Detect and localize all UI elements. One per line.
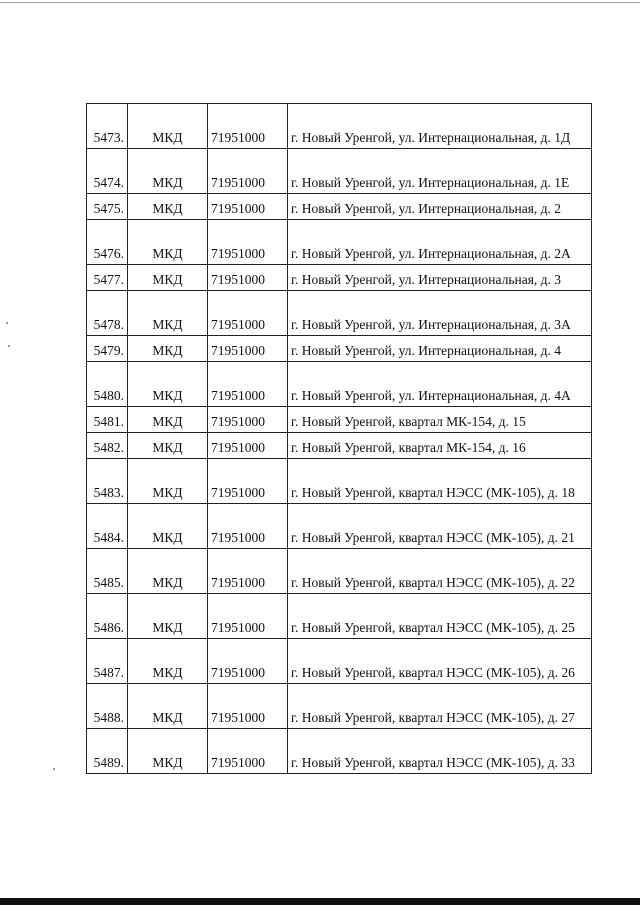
address: г. Новый Уренгой, квартал НЭСС (МК-105), д. 25 <box>288 594 592 639</box>
row-number: 5481. <box>87 407 128 433</box>
address: г. Новый Уренгой, квартал НЭСС (МК-105), д. 27 <box>288 684 592 729</box>
address: г. Новый Уренгой, квартал НЭСС (МК-105), д. 22 <box>288 549 592 594</box>
table-row <box>87 504 592 549</box>
oktmo-code: 71951000 <box>208 549 288 594</box>
scan-bottom-bar <box>0 898 640 905</box>
row-number: 5478. <box>87 291 128 336</box>
table-row <box>87 684 592 729</box>
table-row <box>87 291 592 336</box>
table-row <box>87 639 592 684</box>
oktmo-code: 71951000 <box>208 407 288 433</box>
table-row <box>87 362 592 407</box>
row-number: 5488. <box>87 684 128 729</box>
table-row <box>87 149 592 194</box>
address: г. Новый Уренгой, квартал МК-154, д. 15 <box>288 407 592 433</box>
object-type: МКД <box>128 459 208 504</box>
table-row <box>87 433 592 459</box>
oktmo-code: 71951000 <box>208 104 288 149</box>
object-type: МКД <box>128 504 208 549</box>
object-type: МКД <box>128 729 208 774</box>
object-type: МКД <box>128 104 208 149</box>
object-type: МКД <box>128 291 208 336</box>
scan-speck <box>8 345 10 347</box>
row-number: 5475. <box>87 194 128 220</box>
table-row <box>87 407 592 433</box>
address: г. Новый Уренгой, ул. Интернациональная, д. 3 <box>288 265 592 291</box>
oktmo-code: 71951000 <box>208 194 288 220</box>
row-number: 5482. <box>87 433 128 459</box>
row-number: 5474. <box>87 149 128 194</box>
row-number: 5480. <box>87 362 128 407</box>
row-number: 5476. <box>87 220 128 265</box>
table-row <box>87 265 592 291</box>
table-row <box>87 729 592 774</box>
object-type: МКД <box>128 336 208 362</box>
table-row <box>87 459 592 504</box>
object-type: МКД <box>128 194 208 220</box>
row-number: 5473. <box>87 104 128 149</box>
row-number: 5485. <box>87 549 128 594</box>
oktmo-code: 71951000 <box>208 336 288 362</box>
table-row <box>87 594 592 639</box>
oktmo-code: 71951000 <box>208 149 288 194</box>
oktmo-code: 71951000 <box>208 433 288 459</box>
object-type: МКД <box>128 594 208 639</box>
address: г. Новый Уренгой, ул. Интернациональная, д. 1Д <box>288 104 592 149</box>
address-registry-table <box>86 103 592 774</box>
object-type: МКД <box>128 549 208 594</box>
address: г. Новый Уренгой, квартал НЭСС (МК-105), д. 21 <box>288 504 592 549</box>
oktmo-code: 71951000 <box>208 684 288 729</box>
oktmo-code: 71951000 <box>208 220 288 265</box>
oktmo-code: 71951000 <box>208 594 288 639</box>
address: г. Новый Уренгой, ул. Интернациональная, д. 3А <box>288 291 592 336</box>
oktmo-code: 71951000 <box>208 459 288 504</box>
object-type: МКД <box>128 407 208 433</box>
row-number: 5489. <box>87 729 128 774</box>
scan-speck <box>6 322 8 324</box>
row-number: 5487. <box>87 639 128 684</box>
table-row <box>87 220 592 265</box>
object-type: МКД <box>128 639 208 684</box>
address: г. Новый Уренгой, ул. Интернациональная, д. 2А <box>288 220 592 265</box>
address: г. Новый Уренгой, ул. Интернациональная, д. 4А <box>288 362 592 407</box>
object-type: МКД <box>128 433 208 459</box>
oktmo-code: 71951000 <box>208 729 288 774</box>
table-row <box>87 194 592 220</box>
address: г. Новый Уренгой, ул. Интернациональная, д. 1Е <box>288 149 592 194</box>
oktmo-code: 71951000 <box>208 504 288 549</box>
address: г. Новый Уренгой, квартал НЭСС (МК-105), д. 26 <box>288 639 592 684</box>
scan-top-rule <box>0 2 640 3</box>
address: г. Новый Уренгой, квартал НЭСС (МК-105), д. 18 <box>288 459 592 504</box>
scan-speck <box>53 768 55 770</box>
row-number: 5483. <box>87 459 128 504</box>
address: г. Новый Уренгой, квартал НЭСС (МК-105), д. 33 <box>288 729 592 774</box>
row-number: 5477. <box>87 265 128 291</box>
row-number: 5484. <box>87 504 128 549</box>
address: г. Новый Уренгой, квартал МК-154, д. 16 <box>288 433 592 459</box>
oktmo-code: 71951000 <box>208 639 288 684</box>
row-number: 5479. <box>87 336 128 362</box>
table-row <box>87 104 592 149</box>
table-row <box>87 336 592 362</box>
object-type: МКД <box>128 220 208 265</box>
object-type: МКД <box>128 684 208 729</box>
row-number: 5486. <box>87 594 128 639</box>
table-row <box>87 549 592 594</box>
oktmo-code: 71951000 <box>208 265 288 291</box>
object-type: МКД <box>128 265 208 291</box>
oktmo-code: 71951000 <box>208 362 288 407</box>
address: г. Новый Уренгой, ул. Интернациональная, д. 4 <box>288 336 592 362</box>
object-type: МКД <box>128 362 208 407</box>
address: г. Новый Уренгой, ул. Интернациональная, д. 2 <box>288 194 592 220</box>
oktmo-code: 71951000 <box>208 291 288 336</box>
object-type: МКД <box>128 149 208 194</box>
